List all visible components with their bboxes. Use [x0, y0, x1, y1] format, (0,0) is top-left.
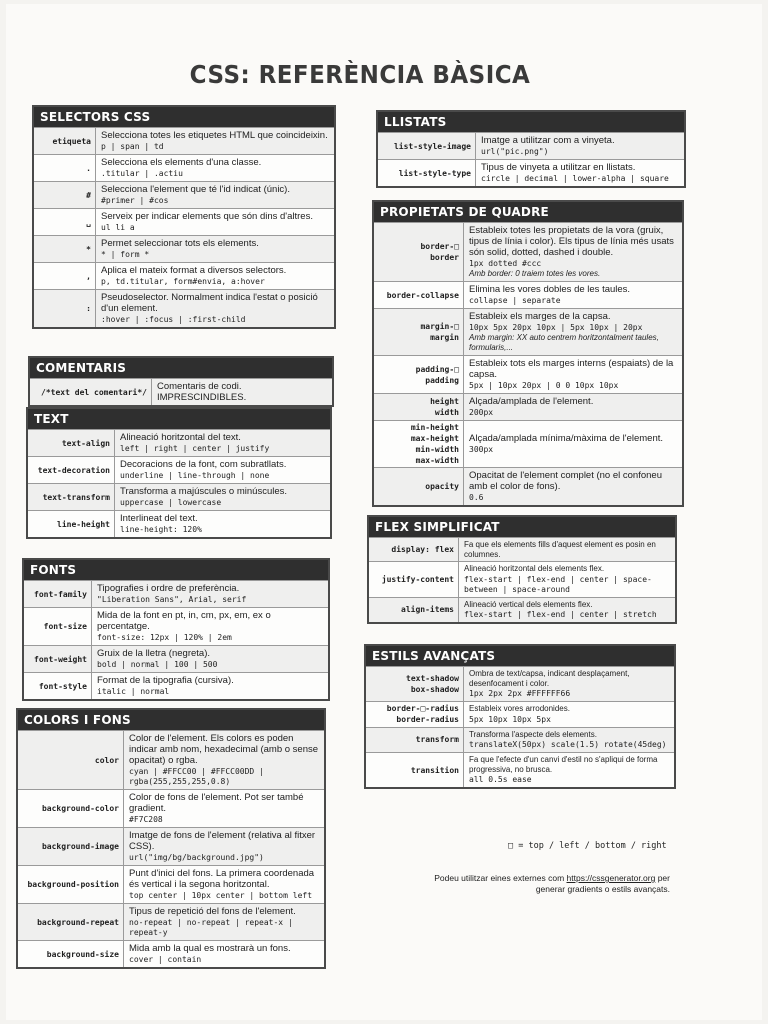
property-name: background-color [18, 790, 124, 827]
description-text: Punt d'inici del fons. La primera coordenada és vertical i la segona horitzontal. [129, 868, 315, 890]
example-values: line-height: 120% [120, 525, 202, 534]
table-row [18, 940, 324, 967]
property-description [124, 941, 324, 967]
example-values: no-repeat | no-repeat | repeat-x | repeat-y [129, 918, 293, 937]
section-title: LLISTATS [378, 112, 684, 132]
description-text: Estableix totes les propietats de la vora (gruix, tipus de línia i color). Els tipus de línia més usats són solid, dotted, dashed i double. [469, 225, 674, 258]
property-name: list-style-type [378, 160, 476, 186]
description-text: Fa que els elements fills d'aquest element es posin en columnes. [464, 540, 656, 559]
table-row [378, 132, 684, 159]
property-description [464, 667, 674, 701]
table-row [366, 701, 674, 727]
table-row [30, 378, 332, 405]
table-row [34, 235, 334, 262]
description-text: Format de la tipografia (cursiva). [97, 675, 234, 686]
property-name: background-image [18, 828, 124, 865]
example-values: p | span | td [101, 142, 164, 151]
description-text: Alçada/amplada de l'element. [469, 396, 594, 407]
property-description [464, 282, 682, 308]
property-name: font-weight [24, 646, 92, 672]
property-name: border-□-radius border-radius [366, 702, 464, 727]
example-values: cyan | #FFCC00 | #FFCC00DD | rgba(255,255,255,0.8) [129, 767, 264, 786]
table-row [34, 181, 334, 208]
property-description [476, 160, 684, 186]
example-values: url("pic.png") [481, 147, 549, 156]
property-name: ␣ [34, 209, 96, 235]
example-values: cover | contain [129, 955, 202, 964]
usage-note: Amb margin: XX auto centrem horitzontalment taules, formularis,... [469, 333, 659, 352]
table-row [24, 607, 328, 645]
example-values: underline | line-through | none [120, 471, 270, 480]
table-row [374, 420, 682, 467]
description-text: Color de l'element. Els colors es poden indicar amb nom, hexadecimal (amb o sense opacitat) o rgba. [129, 733, 319, 766]
property-description [124, 828, 324, 865]
example-values: 5px 10px 10px 5px [469, 714, 551, 724]
example-values: p, td.titular, form#envia, a:hover [101, 277, 265, 286]
property-description [124, 790, 324, 827]
section-colors [16, 708, 326, 969]
example-values: url("img/bg/background.jpg") [129, 853, 264, 862]
property-name: padding-□ padding [374, 356, 464, 393]
property-description [464, 702, 674, 727]
section-box-properties [372, 200, 684, 507]
table-row [374, 467, 682, 505]
section-advanced-styles [364, 644, 676, 789]
description-text: Color de fons de l'element. Pot ser també gradient. [129, 792, 304, 814]
example-values: 200px [469, 408, 494, 417]
section-flex [367, 515, 677, 624]
example-values: collapse | separate [469, 296, 561, 305]
table-row [34, 208, 334, 235]
property-name: border-□ border [374, 223, 464, 281]
description-text: Estableix els marges de la capsa. [469, 311, 611, 322]
property-description [464, 468, 682, 505]
property-name: etiqueta [34, 128, 96, 154]
property-description [459, 562, 675, 597]
table-row [28, 429, 330, 456]
property-description [96, 290, 334, 327]
property-description [464, 728, 674, 753]
table-row [378, 159, 684, 186]
description-text: Serveix per indicar elements que són dins d'altres. [101, 211, 313, 222]
example-values: :hover | :focus | :first-child [101, 315, 246, 324]
property-name: margin-□ margin [374, 309, 464, 355]
example-values: 10px 5px 20px 10px | 5px 10px | 20px [469, 323, 643, 332]
description-text: Alineació horitzontal del text. [120, 432, 241, 443]
example-values: 1px dotted #ccc [469, 259, 542, 268]
property-description [124, 866, 324, 903]
property-name: . [34, 155, 96, 181]
description-text: Tipografies i ordre de preferència. [97, 583, 240, 594]
description-text: Alineació horitzontal dels elements flex. [464, 564, 605, 573]
example-values: ul li a [101, 223, 135, 232]
table-row [366, 752, 674, 787]
description-text: Comentaris de codi. IMPRESCINDIBLES. [157, 381, 247, 403]
footer-note-prefix: Podeu utilitzar eines externes com [434, 873, 567, 883]
example-values: bold | normal | 100 | 500 [97, 660, 218, 669]
property-name: line-height [28, 511, 115, 537]
table-row [24, 672, 328, 699]
table-row [24, 580, 328, 607]
table-row [28, 483, 330, 510]
description-text: Fa que l'efecte d'un canvi d'estil no s'apliqui de forma progressiva, no brusca. [469, 755, 658, 774]
example-values: "Liberation Sans", Arial, serif [97, 595, 247, 604]
property-name: display: flex [369, 538, 459, 561]
description-text: Pseudoselector. Normalment indica l'estat o posició d'un element. [101, 292, 318, 314]
border-side-legend: □ = top / left / bottom / right [508, 841, 667, 851]
cssgenerator-link[interactable]: https://cssgenerator.org [566, 873, 656, 883]
table-row [374, 222, 682, 281]
table-row [374, 281, 682, 308]
property-name: justify-content [369, 562, 459, 597]
table-row [18, 730, 324, 789]
property-description [464, 394, 682, 420]
example-values: #primer | #cos [101, 196, 169, 205]
section-title: ESTILS AVANÇATS [366, 646, 674, 666]
description-text: Estableix tots els marges interns (espaiats) de la capsa. [469, 358, 674, 380]
property-description [96, 155, 334, 181]
description-text: Mida de la font en pt, in, cm, px, em, ex o percentatge. [97, 610, 271, 632]
description-text: Mida amb la qual es mostrarà un fons. [129, 943, 291, 954]
table-row [366, 666, 674, 701]
property-name: list-style-image [378, 133, 476, 159]
description-text: Opacitat de l'element complet (no el confoneu amb el color de fons). [469, 470, 662, 492]
table-row [28, 456, 330, 483]
description-text: Selecciona totes les etiquetes HTML que coincideixin. [101, 130, 328, 141]
property-description [96, 128, 334, 154]
table-row [18, 865, 324, 903]
section-comments [28, 356, 334, 407]
description-text: Elimina les vores dobles de les taules. [469, 284, 631, 295]
property-description [459, 598, 675, 623]
table-row [34, 127, 334, 154]
property-name: * [34, 236, 96, 262]
property-name: font-size [24, 608, 92, 645]
section-title: FLEX SIMPLIFICAT [369, 517, 675, 537]
property-name: # [34, 182, 96, 208]
property-description [152, 379, 332, 405]
example-values: circle | decimal | lower-alpha | square [481, 174, 669, 183]
description-text: Ombra de text/capsa, indicant desplaçament, desenfocament i color. [469, 669, 630, 688]
table-row [366, 727, 674, 753]
property-description [96, 263, 334, 289]
property-name: align-items [369, 598, 459, 623]
description-text: Interlineat del text. [120, 513, 198, 524]
property-description [464, 753, 674, 787]
table-row [18, 789, 324, 827]
property-name: background-position [18, 866, 124, 903]
section-title: PROPIETATS DE QUADRE [374, 202, 682, 222]
property-name: background-repeat [18, 904, 124, 940]
description-text: Permet seleccionar tots els elements. [101, 238, 259, 249]
property-name: background-size [18, 941, 124, 967]
table-row [18, 903, 324, 940]
example-values: 300px [469, 445, 494, 454]
section-selectors [32, 105, 336, 329]
property-description [124, 904, 324, 940]
description-text: Imatge de fons de l'element (relativa al fitxer CSS). [129, 830, 316, 852]
property-description [464, 356, 682, 393]
table-row [374, 308, 682, 355]
example-values: italic | normal [97, 687, 170, 696]
property-description [115, 511, 330, 537]
description-text: Aplica el mateix format a diversos selectors. [101, 265, 287, 276]
table-row [34, 262, 334, 289]
section-lists [376, 110, 686, 188]
property-name: , [34, 263, 96, 289]
table-row [369, 537, 675, 561]
section-title: COMENTARIS [30, 358, 332, 378]
example-values: .titular | .actiu [101, 169, 183, 178]
property-description [464, 223, 682, 281]
example-values: 1px 2px 2px #FFFFFF66 [469, 689, 571, 698]
description-text: Alçada/amplada mínima/màxima de l'element. [469, 433, 664, 444]
table-row [28, 510, 330, 537]
example-values: flex-start | flex-end | center | stretch [464, 610, 657, 619]
property-name: transform [366, 728, 464, 753]
property-description [96, 236, 334, 262]
property-description [459, 538, 675, 561]
property-description [115, 430, 330, 456]
property-description [115, 457, 330, 483]
usage-note: Amb border: 0 traiem totes les vores. [469, 269, 601, 278]
property-description [115, 484, 330, 510]
example-values: 5px | 10px 20px | 0 0 10px 10px [469, 381, 619, 390]
property-name: opacity [374, 468, 464, 505]
property-name: /*text del comentari*/ [30, 379, 152, 405]
example-values: top center | 10px center | bottom left [129, 891, 313, 900]
description-text: Tipus de vinyeta a utilitzar en llistats. [481, 162, 636, 173]
property-description [124, 731, 324, 789]
example-values: uppercase | lowercase [120, 498, 222, 507]
example-values: left | right | center | justify [120, 444, 270, 453]
description-text: Imatge a utilitzar com a vinyeta. [481, 135, 615, 146]
property-name: color [18, 731, 124, 789]
section-title: TEXT [28, 409, 330, 429]
description-text: Selecciona els elements d'una classe. [101, 157, 262, 168]
property-description [476, 133, 684, 159]
section-title: FONTS [24, 560, 328, 580]
example-values: font-size: 12px | 120% | 2em [97, 633, 232, 642]
property-description [464, 421, 682, 467]
table-row [369, 597, 675, 623]
property-name: height width [374, 394, 464, 420]
table-row [34, 154, 334, 181]
description-text: Tipus de repetició del fons de l'element. [129, 906, 296, 917]
property-name: min-height max-height min-width max-width [374, 421, 464, 467]
description-text: Gruix de la lletra (negreta). [97, 648, 210, 659]
property-name: text-decoration [28, 457, 115, 483]
example-values: flex-start | flex-end | center | space-between | space-around [464, 574, 652, 594]
property-name: transition [366, 753, 464, 787]
description-text: Decoracions de la font, com subratllats. [120, 459, 287, 470]
property-name: text-shadow box-shadow [366, 667, 464, 701]
example-values: translateX(50px) scale(1.5) rotate(45deg) [469, 740, 667, 749]
page-title: CSS: REFERÈNCIA BÀSICA [189, 60, 531, 89]
property-name: : [34, 290, 96, 327]
property-description [464, 309, 682, 355]
property-name: border-collapse [374, 282, 464, 308]
property-name: font-style [24, 673, 92, 699]
description-text: Alineació vertical dels elements flex. [464, 599, 593, 609]
table-row [18, 827, 324, 865]
section-fonts [22, 558, 330, 701]
description-text: Transforma a majúscules o minúscules. [120, 486, 288, 497]
table-row [34, 289, 334, 327]
example-values: all 0.5s ease [469, 775, 532, 784]
description-text: Estableix vores arrodonides. [469, 704, 570, 713]
property-name: text-align [28, 430, 115, 456]
description-text: Transforma l'aspecte dels elements. [469, 729, 597, 739]
property-name: font-family [24, 581, 92, 607]
example-values: * | form * [101, 250, 150, 259]
table-row [374, 355, 682, 393]
property-description [96, 182, 334, 208]
property-description [92, 646, 328, 672]
example-values: #F7C208 [129, 815, 163, 824]
table-row [24, 645, 328, 672]
footer-note-suffix: per generar gradients o estils avançats. [535, 873, 670, 894]
table-row [369, 561, 675, 597]
description-text: Selecciona l'element que té l'id indicat (únic). [101, 184, 290, 195]
property-description [96, 209, 334, 235]
property-description [92, 608, 328, 645]
property-name: text-transform [28, 484, 115, 510]
section-title: SELECTORS CSS [34, 107, 334, 127]
section-title: COLORS I FONS [18, 710, 324, 730]
section-text [26, 407, 332, 539]
property-description [92, 673, 328, 699]
example-values: 0.6 [469, 493, 484, 502]
footer-note [420, 873, 670, 895]
table-row [374, 393, 682, 420]
property-description [92, 581, 328, 607]
